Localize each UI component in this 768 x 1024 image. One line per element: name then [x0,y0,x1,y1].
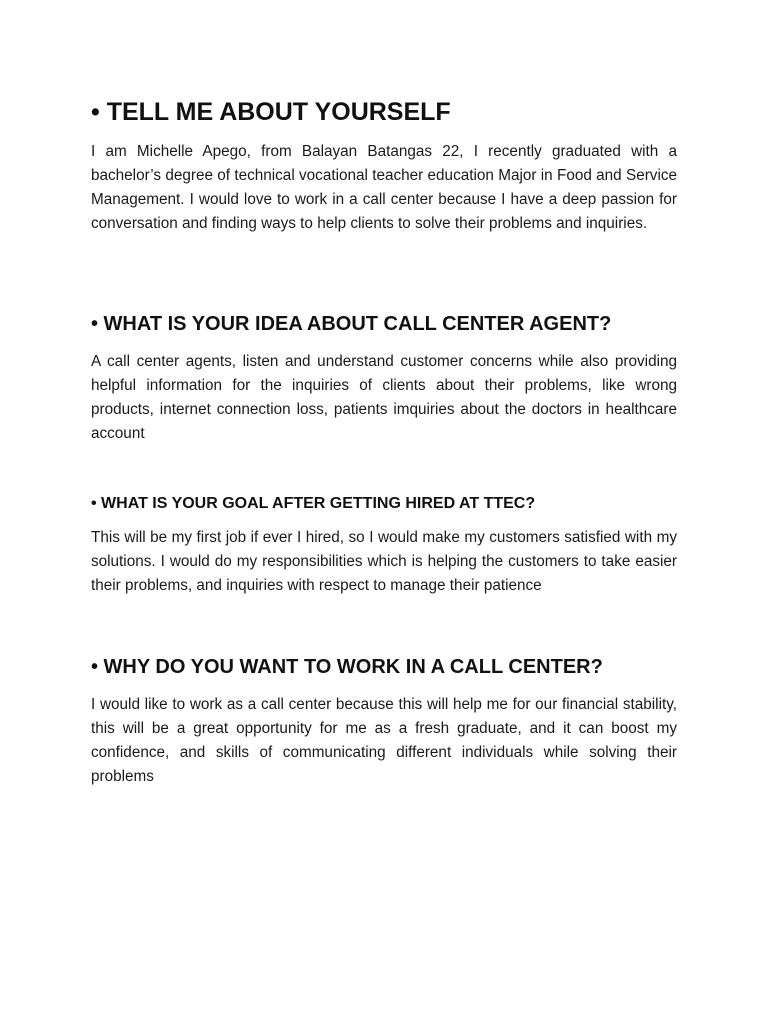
section-idea-about-call-center-agent [91,312,677,446]
section-heading: • WHY DO YOU WANT TO WORK IN A CALL CENTER? [91,656,603,678]
section-heading: • WHAT IS YOUR IDEA ABOUT CALL CENTER AGENT? [91,313,612,335]
section-body: I would like to work as a call center because this will help me for our financial stability, this will be a great opportunity for me as a fresh graduate, and it can boost my confidence, and skills of communicating different individuals while solving their problems [91,696,677,785]
section-tell-me-about-yourself [91,97,677,236]
section-goal-after-hired [91,494,677,598]
section-body: This will be my first job if ever I hired, so I would make my customers satisfied with my solutions. I would do my responsibilities which is helping the customers to take easier their problems, and inquiries with respect to manage their patience [91,529,677,595]
section-body: I am Michelle Apego, from Balayan Batangas 22, I recently graduated with a bachelor’s degree of technical vocational teacher education Major in Food and Service Management. I would love to work in a call center because I have a deep passion for conversation and finding ways to help clients to solve their problems and inquiries. [91,143,677,232]
section-body: A call center agents, listen and understand customer concerns while also providing helpful information for the inquiries of clients about their problems, like wrong products, internet connection loss, patients imquiries about the doctors in healthcare account [91,353,677,442]
section-why-work-in-call-center [91,655,677,789]
section-heading: • TELL ME ABOUT YOURSELF [91,98,451,126]
section-heading: • WHAT IS YOUR GOAL AFTER GETTING HIRED AT TTEC? [91,495,536,512]
